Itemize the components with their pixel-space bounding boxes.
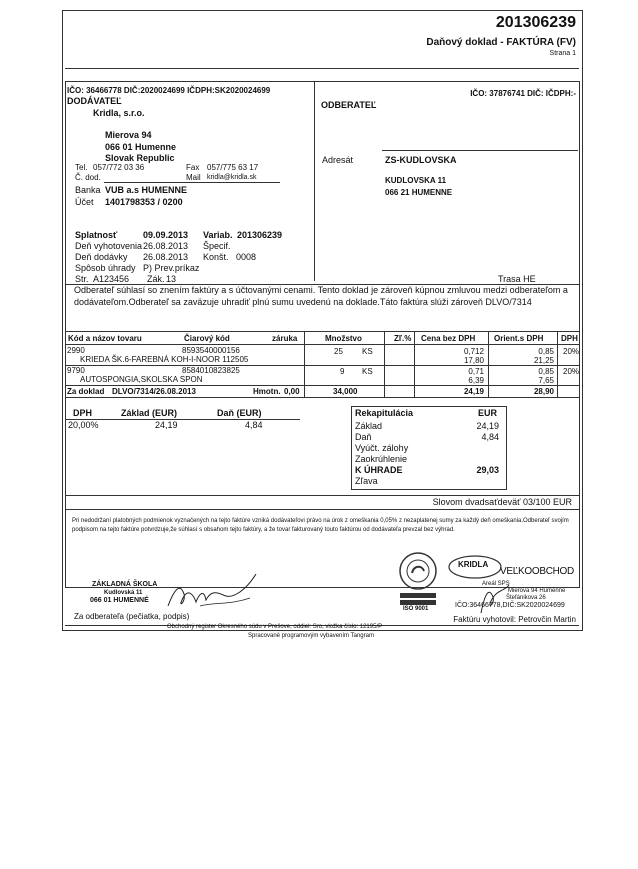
table-top-line — [65, 331, 579, 332]
recap-advances-label: Vyúčt. zálohy — [355, 443, 409, 453]
delivery-label: Deň dodávky — [75, 252, 128, 262]
customer-divider — [382, 150, 578, 151]
specif-label: Špecif. — [203, 241, 231, 251]
customer-stamp-line3: 066 01 HUMENNÉ — [90, 597, 149, 604]
supplier-name: Kridla, s.r.o. — [93, 108, 145, 118]
variab-symbol: 201306239 — [237, 230, 283, 240]
row2-vat: 20% — [563, 367, 580, 376]
row1-code: 2990 — [67, 346, 85, 355]
processed-by: Spracované programovým vybavením Tangram — [248, 633, 374, 639]
table-footer-line — [65, 385, 579, 386]
zak-label: Zák. — [147, 274, 165, 284]
recap-rounding-label: Zaokrúhlenie — [355, 454, 408, 464]
supplier-stamp-line2: Mierova 94 Humenne — [508, 588, 566, 594]
konst-symbol: 0008 — [236, 252, 257, 262]
col-divider-3 — [414, 331, 415, 397]
supplier-stamp-line3: Štefánikova 26 — [506, 595, 546, 601]
row2-orient-unit: 0,85 — [538, 367, 554, 376]
payment-method: P) Prev.príkaz — [143, 263, 200, 273]
col-divider-5 — [557, 331, 558, 397]
th-barcode: Čiarový kód — [184, 334, 230, 343]
payment-label: Spôsob úhrady — [75, 263, 136, 273]
th-discount: Zľ.% — [394, 334, 412, 343]
table-header-line — [65, 344, 579, 345]
customer-ids: IČO: 37876741 DIČ: IČDPH:- — [470, 89, 576, 98]
supplier-account: 1401798353 / 0200 — [105, 197, 183, 207]
row1-unit: KS — [362, 347, 373, 356]
supplier-stamp-ico: IČO:36466778,DIČ:SK2020024699 — [455, 602, 565, 609]
customer-stamp-line1: ZÁKLADNÁ ŠKOLA — [92, 581, 158, 588]
issuer-signature — [475, 583, 515, 618]
supplier-mail: kridla@kridla.sk — [207, 174, 257, 181]
footer-weight-label: Hmotn. — [253, 387, 281, 396]
row1-unit-price: 0,712 — [463, 347, 484, 356]
recap-base-label: Základ — [355, 421, 383, 431]
supplier-cdod-label: Č. dod. — [75, 173, 101, 182]
row2-qty: 9 — [340, 367, 345, 376]
customer-addressee-label: Adresát — [322, 155, 354, 165]
konst-label: Konšt. — [203, 252, 229, 262]
vat-tax: 4,84 — [245, 420, 263, 430]
agreement-note: Odberateľ súhlasí so znením faktúry a s účtovanými cenami. Tento doklad je zároveň kúpnou zmluvou medzi odberateľom a dodávateľom.Odberateľ sa zaväzuje uhradiť plnú sumu uvedenú na doklade.Táto faktúra slúži zároveň DLVO/7314 — [74, 285, 568, 307]
customer-signature — [160, 572, 260, 612]
supplier-account-label: Účet — [75, 197, 94, 207]
footer-qty-total: 34,000 — [333, 387, 358, 396]
supplier-fax-label: Fax — [186, 163, 200, 172]
vat-h-base: Základ (EUR) — [121, 408, 178, 418]
amount-in-words: Slovom dvadsaťdeväť 03/100 EUR — [432, 497, 572, 507]
row2-unit: KS — [362, 367, 373, 376]
row1-qty: 25 — [334, 347, 343, 356]
row1-vat: 20% — [563, 347, 580, 356]
document-title: Daňový doklad - FAKTÚRA (FV) — [426, 37, 576, 48]
row1-barcode: 8593540000156 — [182, 346, 240, 355]
supplier-street: Mierova 94 — [105, 130, 152, 140]
str-value: A123456 — [93, 274, 130, 284]
recap-to-pay-label: K ÚHRADE — [355, 465, 403, 475]
th-orient: Orient.s DPH — [494, 334, 544, 343]
row2-total: 6,39 — [468, 376, 484, 385]
customer-stamp-line2: Kudlovská 11 — [104, 590, 143, 596]
vat-header-line — [65, 419, 300, 420]
recap-title: Rekapitulácia — [355, 408, 414, 418]
row1-orient-unit: 0,85 — [538, 347, 554, 356]
words-top-line — [65, 495, 579, 496]
supplier-tel-label: Tel. — [75, 163, 88, 172]
row2-code: 9790 — [67, 366, 85, 375]
customer-street: KUDLOVSKA 11 — [385, 176, 447, 185]
issue-label: Deň vyhotovenia — [75, 241, 143, 251]
vat-h-rate: DPH — [73, 408, 93, 418]
col-divider-2 — [384, 331, 385, 397]
vat-rate: 20,00% — [68, 420, 99, 430]
supplier-stamp-brand: KRIDLA — [458, 560, 489, 569]
supplier-stamp-type: VEĽKOOBCHOD — [500, 566, 574, 577]
th-code-name: Kód a názov tovaru — [68, 334, 142, 343]
th-price: Cena bez DPH — [421, 334, 476, 343]
th-vat: DPH — [561, 334, 578, 343]
recap-discount-label: Zľava — [355, 476, 378, 486]
legal-note: Pri nedodržaní platobných podmienok vyznačených na tejto faktúre vzniká dodávateľovi právo na úrok z omeškania 0,05% z nezaplatenej sumy za každý deň omeškania.Odberateľ svojím podpisom na tejto faktúre potvrdzuje,že súhlasí s obsahom tejto faktúry, a že tovar fakturovaný touto faktúrou od dodávateľa prevzal bez výhrad. — [72, 518, 569, 533]
customer-name: ZS-KUDLOVSKA — [385, 155, 457, 165]
th-quantity: Množstvo — [325, 334, 362, 343]
th-warranty: záruka — [272, 334, 298, 343]
recap-tax: 4,84 — [481, 432, 499, 442]
recap-base: 24,19 — [476, 421, 499, 431]
variab-label: Variab. — [203, 230, 233, 240]
issuer: Faktúru vyhotovil: Petrovčin Martin — [453, 615, 576, 624]
vat-base: 24,19 — [155, 420, 178, 430]
customer-city: 066 21 HUMENNE — [385, 188, 453, 197]
supplier-country: Slovak Republic — [105, 153, 175, 163]
delivery-date: 26.08.2013 — [143, 252, 189, 262]
row1-orient-total: 21,25 — [533, 356, 554, 365]
supplier-city: 066 01 Humenne — [105, 142, 177, 152]
supplier-bank: VUB a.s HUMENNE — [105, 185, 188, 195]
recap-to-pay: 29,03 — [476, 465, 499, 475]
footer-label: Za doklad — [67, 387, 105, 396]
supplier-ids: IČO: 36466778 DIČ:2020024699 IČDPH:SK2020024699 — [67, 86, 271, 95]
supplier-mail-label: Mail — [186, 173, 201, 182]
row2-name: AUTOSPONGIA,SKOLSKA SPON — [80, 375, 203, 384]
footer-total: 24,19 — [463, 387, 484, 396]
row1-line — [65, 365, 579, 366]
footer-doc: DLVO/7314/26.08.2013 — [112, 387, 196, 396]
invoice-number: 201306239 — [495, 14, 576, 31]
supplier-heading: DODÁVATEĽ — [67, 96, 122, 106]
party-divider — [314, 81, 315, 281]
page-number: Strana 1 — [549, 50, 576, 57]
table-bottom-line — [65, 397, 579, 398]
recap-tax-label: Daň — [355, 432, 372, 442]
supplier-divider — [104, 182, 280, 183]
supplier-stamp-line1: Areál SPS — [482, 581, 510, 587]
supplier-tel: 057/772 03 36 — [93, 163, 145, 172]
header-divider — [65, 68, 579, 69]
footer-orient-total: 28,90 — [533, 387, 554, 396]
row2-orient-total: 7,65 — [538, 376, 554, 385]
str-label: Str. — [75, 274, 89, 284]
row1-total: 17,80 — [463, 356, 484, 365]
row1-name: KRIEDA ŠK.6-FAREBNÁ KOH-I-NOOR 112505 — [80, 355, 249, 364]
cert-label: ISO 9001 — [403, 606, 429, 612]
customer-heading: ODBERATEĽ — [321, 100, 377, 110]
footer-weight: 0,00 — [284, 387, 300, 396]
row2-unit-price: 0,71 — [468, 367, 484, 376]
registry: Obchodný register Okresného súdu v Prešove, oddiel: Sro, vložka číslo: 12195/P — [167, 624, 383, 630]
customer-sign-label: Za odberateľa (pečiatka, podpis) — [74, 612, 190, 621]
due-label: Splatnosť — [75, 230, 118, 240]
due-date: 09.09.2013 — [143, 230, 189, 240]
supplier-bank-label: Banka — [75, 185, 101, 195]
vat-h-tax: Daň (EUR) — [217, 408, 262, 418]
route: Trasa HE — [498, 274, 536, 284]
supplier-fax: 057/775 63 17 — [207, 163, 259, 172]
recap-currency: EUR — [478, 408, 498, 418]
col-divider-4 — [488, 331, 489, 397]
words-bottom-line — [65, 509, 579, 510]
issue-date: 26.08.2013 — [143, 241, 189, 251]
zak-value: 13 — [166, 274, 177, 284]
col-divider-1 — [304, 331, 305, 397]
row2-barcode: 8584010823825 — [182, 366, 240, 375]
